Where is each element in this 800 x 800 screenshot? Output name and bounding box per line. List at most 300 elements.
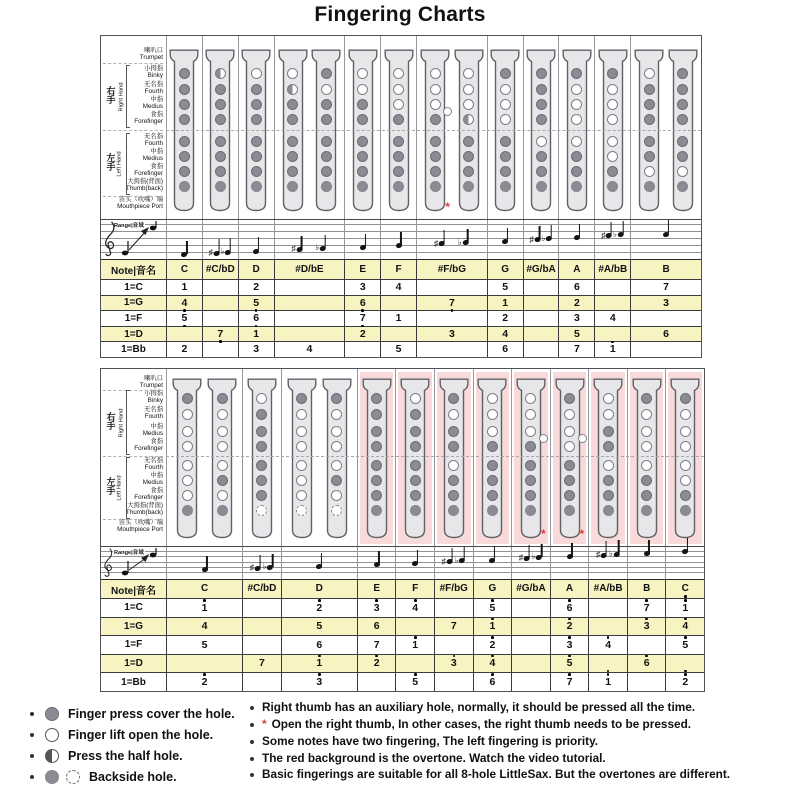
hole-pressed-icon [430,166,441,177]
hole-pressed-icon [393,114,404,125]
staff-note [489,546,495,562]
degree-number: 7 [217,329,223,340]
instrument-tube [562,36,592,219]
hole-open-icon [321,84,332,95]
row-label [140,48,163,61]
backside-hole-pressed-icon [217,505,228,516]
degree-cell [523,311,559,326]
instrument-tube [169,36,199,219]
degree-number: 6 [663,327,669,340]
degree-cell [281,655,357,673]
row-label-en: Trumpet [139,381,163,389]
degree-cell [487,327,523,342]
hole-pressed-icon [607,166,618,177]
sharp-icon: ♯ [529,233,534,244]
row-label-cn: 中指 [150,423,163,430]
degree-cell [281,618,357,636]
staff-cell-F [380,220,416,259]
hole-pressed-icon [448,490,459,501]
table-row [101,617,704,636]
hole-pressed-icon [525,460,536,471]
note-column-#F/bG [434,369,473,546]
note-head [213,250,220,256]
key-label: 1=C [124,602,143,614]
hole-pressed-icon [525,490,536,501]
hole-pressed-icon [251,166,262,177]
hole-pressed-icon [357,166,368,177]
degree-cell [238,280,274,295]
table-row [101,672,704,691]
backside-hole-pressed-icon [371,505,382,516]
degree-number: 1 [181,281,188,294]
instrument-tube [172,369,202,546]
flat-icon: ♭ [457,236,462,247]
staff-cell-C [166,547,242,579]
staff-cell-#A/bB [588,547,627,579]
staff-cell-#C/bD [202,220,238,259]
hole-pressed-icon [321,166,332,177]
note-column-C [166,369,242,546]
degree-cell [344,296,380,311]
hole-pressed-icon [677,136,688,147]
hole-open-icon [641,441,652,452]
hole-pressed-icon [677,68,688,79]
backside-open-hole-icon [66,770,80,784]
degree-cell [594,296,630,311]
treble-clef-icon [105,549,112,577]
hole-open-icon [296,475,307,486]
row-label [143,473,163,486]
hole-pressed-icon [644,151,655,162]
backside-hole-pressed-icon [641,505,652,516]
backside-hole-pressed-icon [179,181,190,192]
hole-pressed-icon [487,460,498,471]
hole-open-icon [296,490,307,501]
backside-hole-open-icon [296,505,307,516]
note-name: A [573,263,581,275]
instrument-tube [420,36,450,219]
instrument-tube [311,36,341,219]
hole-pressed-icon [571,151,582,162]
octave-dot-above [318,599,321,602]
note-name: D [252,263,260,275]
staff-note [455,547,466,563]
backside-hole-pressed-icon [525,505,536,516]
hole-pressed-icon [644,136,655,147]
degree-cell [487,280,523,295]
degree-cell [473,673,512,691]
staff-cell-#F/bG [434,547,473,579]
note-name: C [200,583,209,594]
hole-pressed-icon [641,490,652,501]
sharp-icon: ♯ [291,243,296,254]
note-column-#G/bA [511,369,550,546]
degree-cell [627,673,666,691]
hole-pressed-icon [410,460,421,471]
degree-number: 4 [609,312,616,325]
degree-number: 4 [182,298,188,309]
hole-pressed-icon [571,166,582,177]
degree-number: 5 [567,658,573,669]
note-name: #G/bA [516,583,546,594]
hole-open-icon [463,99,474,110]
degree-number: 1 [412,640,418,651]
staff-cell-A [558,220,594,259]
hole-pressed-icon [487,490,498,501]
row-label [144,134,163,147]
note-table [101,259,701,357]
note-stem [494,546,495,559]
hole-pressed-icon [448,475,459,486]
legend-note-text: Right thumb has an auxiliary hole, normally, it should be pressed all the time. [262,700,696,714]
degree-cell [487,311,523,326]
key-label: 1=F [124,639,143,651]
degree-number: 6 [567,603,573,614]
degree-cell [630,342,701,357]
note-head [573,235,580,241]
flat-icon: ♭ [454,554,459,565]
hole-open-icon [571,114,582,125]
hole-pressed-icon [251,136,262,147]
hole-pressed-icon [287,166,298,177]
degree-cell [630,311,701,326]
row-label-en: Forefinger [134,169,163,177]
hole-open-icon [680,426,691,437]
note-name: A [565,583,574,594]
degree-cell [511,636,550,654]
degree-number: 4 [682,621,688,632]
right-hand-label-cn: 右 手 [106,85,116,105]
hole-pressed-icon [430,136,441,147]
note-name-cell [166,580,242,598]
label-divider [103,130,163,131]
row-label [134,439,163,452]
open-right-thumb-asterisk: * [579,527,585,541]
degree-cell [242,673,281,691]
hole-pressed-icon [371,475,382,486]
flat-icon: ♭ [531,551,536,562]
row-label [126,503,163,516]
degree-cell [344,280,380,295]
octave-dot-above [414,673,417,676]
hole-pressed-icon [215,136,226,147]
hole-pressed-icon [357,99,368,110]
degree-cell [558,311,594,326]
row-label-en: Forefinger [134,444,163,452]
hole-pressed-icon [644,99,655,110]
degree-cell [238,296,274,311]
degree-cell [202,280,238,295]
note-column-B [630,36,701,219]
degree-number: 4 [412,603,418,614]
table-row [101,326,701,342]
hole-pressed-icon [287,114,298,125]
note-name-cell [281,580,357,598]
hole-open-icon [603,393,614,404]
hole-pressed-icon [487,475,498,486]
hole-pressed-icon [357,136,368,147]
hole-pressed-icon [217,475,228,486]
row-label-en: Binky [147,396,163,404]
hole-pressed-icon [410,441,421,452]
hole-open-icon [677,166,688,177]
hole-pressed-icon [500,68,511,79]
hole-open-icon [463,84,474,95]
note-head [617,232,624,238]
degree-cell [588,599,627,617]
degree-cell [357,636,396,654]
hole-pressed-icon [321,68,332,79]
degree-cell [434,636,473,654]
octave-dot-above [414,636,417,639]
sharp-icon: ♯ [208,247,213,258]
hole-open-icon [571,99,582,110]
note-name-cell [594,260,630,279]
staff-note [502,228,508,244]
row-label-en: Medius [142,154,163,162]
hole-pressed-icon [217,393,228,404]
hole-pressed-icon [256,409,267,420]
backside-hole-pressed-icon [251,181,262,192]
hole-open-icon [331,460,342,471]
note-head [545,235,552,241]
note-head [613,551,620,557]
legend-left [30,703,235,787]
hole-open-icon [331,490,342,501]
open-hole-icon [45,728,59,742]
hole-open-icon [680,409,691,420]
hole-pressed-icon [536,151,547,162]
degree-cell [166,342,202,357]
staff-note [529,226,540,242]
octave-dot-above [684,618,687,621]
degree-number: 1 [202,603,208,614]
row-label-cn: 无名指 [144,457,163,464]
flat-icon: ♭ [262,561,267,572]
note-column-B [627,369,666,546]
degree-cell [665,618,704,636]
note-head [534,236,541,242]
tube-strip [101,36,701,219]
table-header-row [101,260,701,279]
degree-number: 6 [502,343,509,356]
legend-item [30,724,235,745]
row-label-en: Fourth [144,139,163,147]
degree-number: 2 [502,312,509,325]
hole-pressed-icon [463,166,474,177]
hole-pressed-icon [251,114,262,125]
degree-number: 2 [374,658,380,669]
staff-note [613,221,624,237]
note-head [296,246,303,252]
backside-hole-pressed-icon [607,181,618,192]
hole-pressed-icon [677,114,688,125]
key-label: 1=G [123,297,144,309]
degree-cell [473,599,512,617]
degree-number: 2 [316,603,322,614]
hole-pressed-icon [430,114,441,125]
octave-dot-above [491,618,494,621]
bullet-icon [30,775,34,779]
hole-pressed-icon [448,441,459,452]
note-name: E [373,583,380,594]
note-column-E [357,369,396,546]
hole-open-icon [607,136,618,147]
tube-strip [101,369,704,546]
staff-cell-A [550,547,589,579]
hole-pressed-icon [179,84,190,95]
octave-dot-above [491,636,494,639]
row-label [143,424,163,437]
hole-pressed-icon [296,393,307,404]
range-illustration [101,220,165,260]
backside-hole-pressed-icon [677,181,688,192]
note-name-cell [550,580,589,598]
degree-cell [487,342,523,357]
legend-note [250,735,798,749]
instrument-tube [670,369,700,546]
staff-note [601,222,612,238]
filled-hole-icon [45,707,59,721]
instrument-tube [400,369,430,546]
degree-number: 4 [306,343,313,356]
degree-number: 2 [359,327,366,340]
note-name-cell [511,580,550,598]
hole-open-icon [487,393,498,404]
degree-number: 7 [567,677,573,688]
degree-cell [627,636,666,654]
backside-hole-open-icon [331,505,342,516]
label-divider [103,519,163,520]
degree-cell [202,342,238,357]
hole-open-icon [217,409,228,420]
degree-cell [594,327,630,342]
octave-dot-above [318,655,321,658]
label-divider [103,390,163,391]
backside-hole-pressed-icon [448,505,459,516]
degree-cell [511,673,550,691]
staff-note [202,556,208,572]
note-name: C [681,583,689,594]
hole-open-icon [182,460,193,471]
note-name: #A/bB [593,583,623,594]
backside-hole-pressed-icon [571,181,582,192]
row-label-cn: 食指 [150,111,163,118]
degree-cell [274,296,345,311]
hole-open-icon [331,441,342,452]
degree-cell [434,655,473,673]
note-head [523,555,530,561]
instrument-tube [322,369,352,546]
degree-number: 7 [573,343,580,356]
degree-cell [242,655,281,673]
degree-cell [166,655,242,673]
degree-cell [380,280,416,295]
legend-text: Press the half hole. [68,748,183,763]
row-label-cn: 笛头（吹嘴）端 [118,519,163,526]
note-head [395,242,402,248]
degree-number: 7 [450,620,457,633]
octave-dot-above [645,599,648,602]
note-column-#D/bE [274,36,345,219]
note-name: B [662,263,670,275]
hole-pressed-icon [410,409,421,420]
hole-open-icon [536,136,547,147]
hole-pressed-icon [321,114,332,125]
hole-pressed-icon [371,441,382,452]
instrument-tube [241,36,271,219]
row-label-cn: 食指 [150,487,163,494]
row-label [134,164,163,177]
backside-hole-pressed-icon [393,181,404,192]
open-right-thumb-asterisk: * [540,527,546,541]
legend-item [30,703,235,724]
row-label [117,520,163,533]
backside-hole-pressed-icon [410,505,421,516]
red-asterisk-icon: * [262,716,267,731]
degree-number: 6 [644,658,650,669]
hole-pressed-icon [536,166,547,177]
hole-open-icon [644,166,655,177]
row-label-cn: 笛头（吹嘴）端 [118,196,163,203]
octave-dot-above [203,673,206,676]
note-name-cell [202,260,238,279]
degree-cell [344,342,380,357]
hole-pressed-icon [641,393,652,404]
note-name-cell [242,580,281,598]
degree-cell [487,296,523,311]
note-name-cell [523,260,559,279]
hole-open-icon [500,114,511,125]
staff-note [682,538,688,554]
backside-hole-pressed-icon [680,505,691,516]
degree-cell [395,618,434,636]
degree-number: 2 [489,640,495,651]
hole-open-icon [680,475,691,486]
hole-pressed-icon [571,68,582,79]
hole-pressed-icon [603,475,614,486]
hole-open-icon [217,441,228,452]
staff-cell-D [238,220,274,259]
row-label-cn: 小拇指 [144,65,163,72]
hole-pressed-icon [251,84,262,95]
hole-pressed-icon [536,84,547,95]
degree-cell [357,655,396,673]
hole-open-icon [357,68,368,79]
hole-open-icon [182,409,193,420]
table-header-row [101,580,704,598]
degree-cell [630,327,701,342]
row-label [140,376,163,389]
degree-cell [550,673,589,691]
degree-number: 5 [489,603,495,614]
degree-cell [380,296,416,311]
hole-open-icon [357,84,368,95]
degree-number: 6 [573,281,580,294]
note-name-cell [487,260,523,279]
hole-pressed-icon [331,393,342,404]
hole-pressed-icon [371,393,382,404]
staff-cell-C [665,547,704,579]
hole-open-icon [641,460,652,471]
row-label [134,112,163,125]
key-label: 1=D [124,328,143,340]
hole-open-icon [182,475,193,486]
instrument-tube [454,36,484,219]
sharp-icon: ♯ [518,552,524,563]
treble-clef-icon [106,222,114,256]
hole-open-icon [487,426,498,437]
